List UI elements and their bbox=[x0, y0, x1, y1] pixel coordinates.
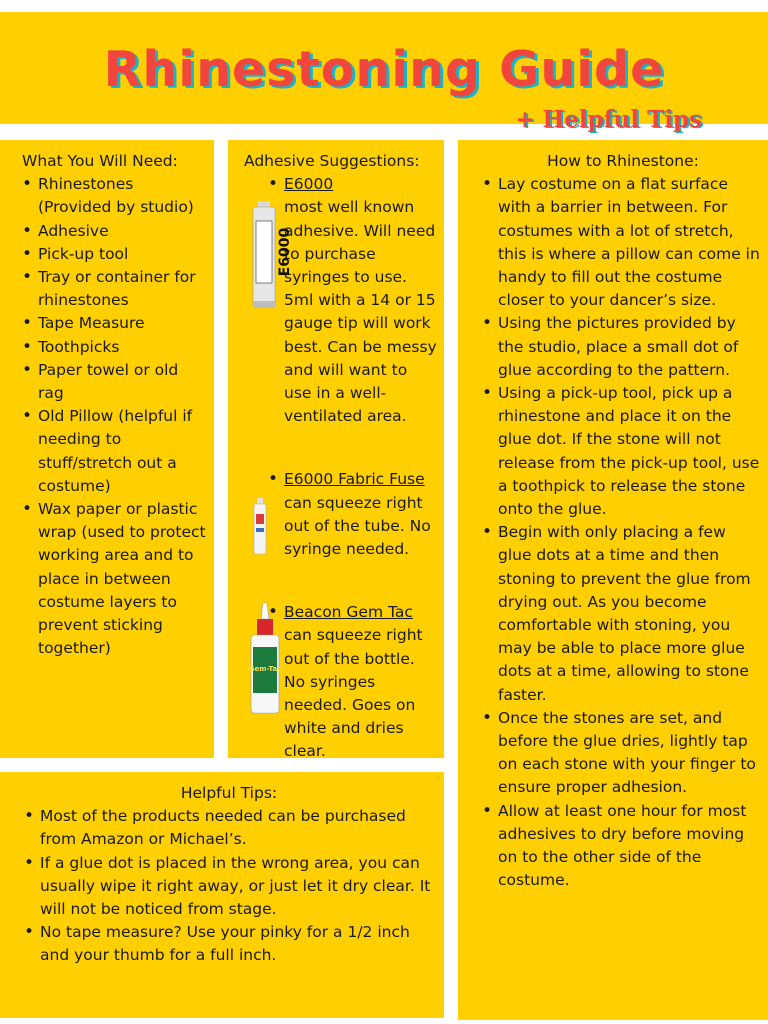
list-item: • Pick-up tool bbox=[38, 243, 206, 266]
product-gem-tac bbox=[244, 601, 438, 763]
list-item: • Once the stones are set, and before the glue dries, lightly tap on each stone with your finger to ensure proper adhesion. bbox=[498, 707, 764, 800]
list-item: • No tape measure? Use your pinky for a 1/2 inch and your thumb for a full inch. bbox=[40, 921, 434, 967]
product-description: can squeeze right out of the bottle. No syringes needed. Goes on white and dries clear. bbox=[284, 626, 423, 761]
list-item: • Wax paper or plastic wrap (used to protect working area and to place in between costume layers to prevent sticking together) bbox=[38, 498, 206, 660]
supplies-panel bbox=[0, 140, 214, 758]
list-item: • Using a pick-up tool, pick up a rhinestone and place it on the glue dot. If the stone will not release from the pick-up tool, use a toothpick to release the stone onto the glue. bbox=[498, 382, 764, 521]
tips-panel bbox=[0, 772, 444, 1018]
list-item: • Begin with only placing a few glue dots at a time and then stoning to prevent the glue from drying out. As you become comfortable with stoning, you may be able to place more glue dots at a time, allowing to stone faster. bbox=[498, 521, 764, 707]
page-title: Rhinestoning Guide bbox=[103, 41, 665, 98]
list-item bbox=[284, 173, 438, 196]
list-item: • If a glue dot is placed in the wrong area, you can usually wipe it right away, or just let it dry clear. It will not be noticed from stage. bbox=[40, 852, 434, 922]
list-item: • Allow at least one hour for most adhesives to dry before moving on to the other side of the costume. bbox=[498, 800, 764, 893]
list-item: • Toothpicks bbox=[38, 336, 206, 359]
header-banner bbox=[0, 12, 768, 133]
fabric-fuse-link[interactable]: E6000 Fabric Fuse bbox=[284, 470, 425, 489]
instructions-heading: How to Rhinestone: bbox=[547, 152, 699, 170]
list-item bbox=[284, 601, 438, 624]
product-fabric-fuse bbox=[244, 468, 438, 561]
product-description: can squeeze right out of the tube. No syringe needed. bbox=[284, 493, 431, 559]
product-e6000 bbox=[244, 173, 438, 428]
adhesive-heading: Adhesive Suggestions: bbox=[244, 152, 420, 170]
instructions-panel bbox=[458, 140, 768, 1020]
list-item: • Most of the products needed can be purchased from Amazon or Michael’s. bbox=[40, 805, 434, 851]
supplies-heading: What You Will Need: bbox=[22, 152, 178, 170]
list-item bbox=[284, 468, 438, 491]
list-item: • Old Pillow (helpful if needing to stuff/stretch out a costume) bbox=[38, 405, 206, 498]
tips-list bbox=[24, 805, 434, 967]
list-item: • Tray or container for rhinestones bbox=[38, 266, 206, 312]
fabric-fuse-tube-icon bbox=[250, 498, 270, 558]
instructions-list bbox=[482, 173, 764, 892]
supplies-list bbox=[22, 173, 206, 660]
gem-tac-link[interactable]: Beacon Gem Tac bbox=[284, 603, 413, 622]
list-item: • Rhinestones (Provided by studio) bbox=[38, 173, 206, 219]
page-subtitle: + Helpful Tips bbox=[515, 106, 702, 133]
list-item: • Adhesive bbox=[38, 220, 206, 243]
svg-text:E6000: E6000 bbox=[277, 227, 293, 277]
e6000-link[interactable]: E6000 bbox=[284, 175, 334, 194]
tips-heading: Helpful Tips: bbox=[180, 784, 278, 802]
list-item: • Tape Measure bbox=[38, 312, 206, 335]
list-item: • Lay costume on a flat surface with a barrier in between. For costumes with a lot of stretch, this is where a pillow can come in handy to fill out the costume closer to your dancer’s size. bbox=[498, 173, 764, 312]
e6000-tube-icon bbox=[248, 201, 293, 313]
list-item: • Paper towel or old rag bbox=[38, 359, 206, 405]
list-item: • Using the pictures provided by the studio, place a small dot of glue according to the pattern. bbox=[498, 312, 764, 382]
svg-text:Gem-Tac: Gem-Tac bbox=[248, 665, 282, 674]
gem-tac-bottle-icon bbox=[248, 603, 282, 715]
product-description: most well known adhesive. Will need to purchase syringes to use. 5ml with a 14 or 15 gauge tip will work best. Can be messy and will want to use in a well-ventilated area. bbox=[284, 198, 437, 426]
adhesive-panel bbox=[228, 140, 444, 761]
